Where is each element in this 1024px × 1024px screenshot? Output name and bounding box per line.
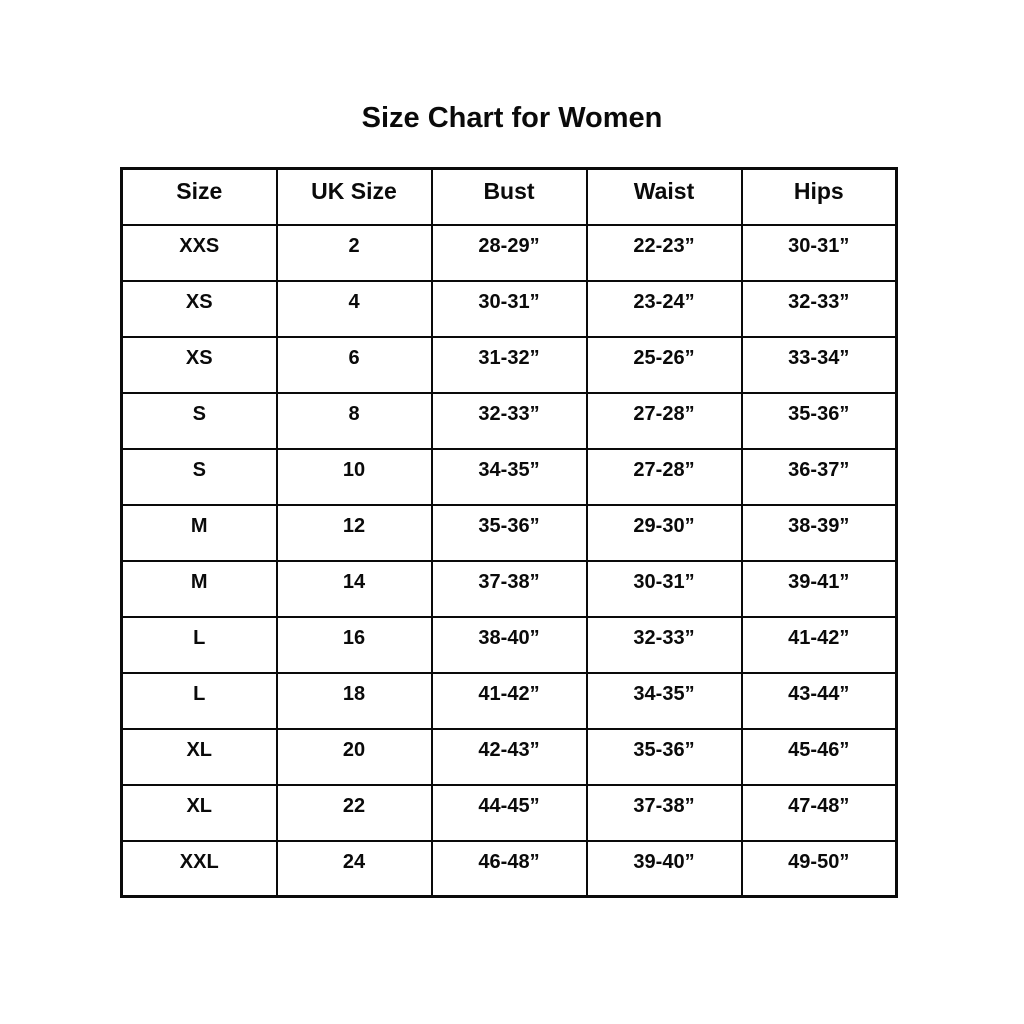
table-cell: 25-26” (587, 337, 742, 393)
table-cell: XL (122, 785, 277, 841)
table-cell: 32-33” (587, 617, 742, 673)
table-cell: 23-24” (587, 281, 742, 337)
table-cell: 49-50” (742, 841, 897, 897)
table-cell: 41-42” (432, 673, 587, 729)
column-header: UK Size (277, 169, 432, 225)
table-row (122, 841, 897, 897)
table-cell: M (122, 561, 277, 617)
table-cell: L (122, 673, 277, 729)
table-cell: 30-31” (587, 561, 742, 617)
table-row (122, 337, 897, 393)
table-cell: 12 (277, 505, 432, 561)
table-cell: 22-23” (587, 225, 742, 281)
table-cell: 46-48” (432, 841, 587, 897)
table-cell: 38-40” (432, 617, 587, 673)
table-body (122, 225, 897, 897)
table-cell: 10 (277, 449, 432, 505)
table-cell: XL (122, 729, 277, 785)
table-cell: M (122, 505, 277, 561)
table-cell: 33-34” (742, 337, 897, 393)
table-cell: 16 (277, 617, 432, 673)
table-cell: 14 (277, 561, 432, 617)
table-cell: 27-28” (587, 449, 742, 505)
table-cell: 20 (277, 729, 432, 785)
table-cell: 6 (277, 337, 432, 393)
column-header: Waist (587, 169, 742, 225)
table-cell: 27-28” (587, 393, 742, 449)
table-cell: XS (122, 337, 277, 393)
table-cell: 43-44” (742, 673, 897, 729)
table-cell: 24 (277, 841, 432, 897)
table-row (122, 617, 897, 673)
table-cell: 45-46” (742, 729, 897, 785)
table-cell: 47-48” (742, 785, 897, 841)
table-cell: 44-45” (432, 785, 587, 841)
page-title: Size Chart for Women (361, 102, 663, 134)
table-cell: 39-40” (587, 841, 742, 897)
table-cell: XXS (122, 225, 277, 281)
table-cell: 36-37” (742, 449, 897, 505)
table-row (122, 729, 897, 785)
table-cell: 34-35” (587, 673, 742, 729)
column-header: Size (122, 169, 277, 225)
table-cell: 30-31” (742, 225, 897, 281)
table-cell: 30-31” (432, 281, 587, 337)
table-row (122, 505, 897, 561)
table-cell: 18 (277, 673, 432, 729)
table-cell: 41-42” (742, 617, 897, 673)
table-cell: 38-39” (742, 505, 897, 561)
table-row (122, 785, 897, 841)
table-cell: 22 (277, 785, 432, 841)
table-cell: 31-32” (432, 337, 587, 393)
column-header: Hips (742, 169, 897, 225)
table-row (122, 561, 897, 617)
size-chart-table (120, 167, 898, 898)
table-cell: 35-36” (742, 393, 897, 449)
table-cell: 42-43” (432, 729, 587, 785)
table-cell: 29-30” (587, 505, 742, 561)
table-cell: 35-36” (432, 505, 587, 561)
table-cell: XXL (122, 841, 277, 897)
header-row (122, 169, 897, 225)
table-row (122, 281, 897, 337)
table-cell: 4 (277, 281, 432, 337)
table-cell: 2 (277, 225, 432, 281)
column-header: Bust (432, 169, 587, 225)
table-header (122, 169, 897, 225)
table-cell: 39-41” (742, 561, 897, 617)
table-cell: 35-36” (587, 729, 742, 785)
table-row (122, 449, 897, 505)
table-cell: 32-33” (742, 281, 897, 337)
table-cell: XS (122, 281, 277, 337)
table-cell: S (122, 393, 277, 449)
table-cell: L (122, 617, 277, 673)
table-cell: 32-33” (432, 393, 587, 449)
table-cell: 37-38” (587, 785, 742, 841)
table-cell: 28-29” (432, 225, 587, 281)
table-row (122, 225, 897, 281)
table-cell: 34-35” (432, 449, 587, 505)
table-row (122, 393, 897, 449)
table-row (122, 673, 897, 729)
table-cell: 37-38” (432, 561, 587, 617)
table-cell: S (122, 449, 277, 505)
table-cell: 8 (277, 393, 432, 449)
